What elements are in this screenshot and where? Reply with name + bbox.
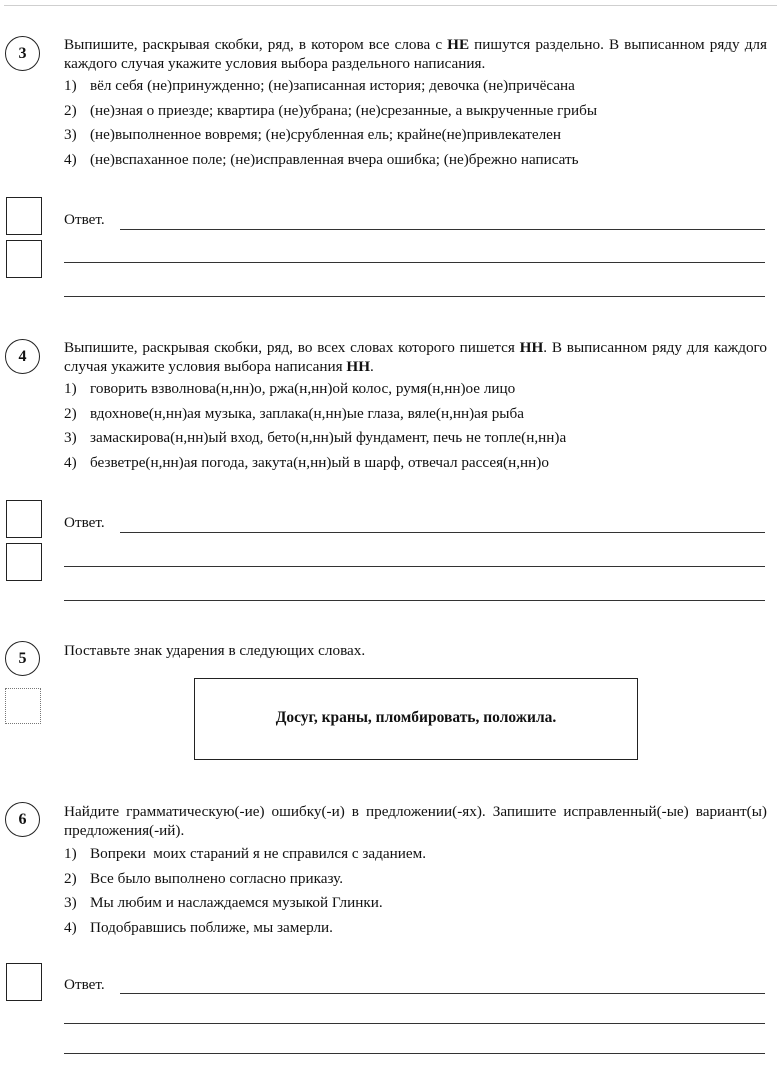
answer-line[interactable] bbox=[120, 229, 765, 230]
task-number-6: 6 bbox=[5, 802, 40, 837]
answer-label: Ответ. bbox=[64, 211, 105, 228]
answer-line[interactable] bbox=[120, 532, 765, 533]
option: 1) Вопреки моих стараний я не справился с заданием. bbox=[64, 845, 427, 862]
answer-line[interactable] bbox=[120, 993, 765, 994]
answer-label: Ответ. bbox=[64, 514, 105, 531]
task-number-4: 4 bbox=[5, 339, 40, 374]
answer-box-1[interactable] bbox=[6, 963, 42, 1001]
answer-line[interactable] bbox=[64, 1053, 765, 1054]
option: 2) (не)зная о приезде; квартира (не)убрана; (не)срезанные, а выкрученные грибы bbox=[64, 101, 598, 119]
answer-line[interactable] bbox=[64, 262, 765, 263]
task-number-3: 3 bbox=[5, 36, 40, 71]
answer-box-2[interactable] bbox=[6, 240, 42, 278]
option: 4) (не)вспаханное поле; (не)исправленная вчера ошибка; (не)брежно написать bbox=[64, 150, 579, 168]
option: 3) Мы любим и наслаждаемся музыкой Глинки. bbox=[64, 894, 383, 911]
stress-words-frame bbox=[194, 678, 638, 760]
option: 3) замаскирова(н,нн)ый вход, бето(н,нн)ый фундамент, печь не топле(н,нн)а bbox=[64, 429, 567, 446]
top-rule bbox=[4, 5, 777, 6]
option: 2) Все было выполнено согласно приказу. bbox=[64, 869, 344, 887]
answer-line[interactable] bbox=[64, 566, 765, 567]
option: 1) вёл себя (не)принужденно; (не)записанная история; девочка (не)причёсана bbox=[64, 77, 575, 94]
answer-line[interactable] bbox=[64, 296, 765, 297]
answer-line[interactable] bbox=[64, 600, 765, 601]
answer-box[interactable] bbox=[5, 688, 41, 724]
stress-words: Досуг, краны, пломбировать, положила. bbox=[275, 709, 557, 726]
option: 2) вдохнове(н,нн)ая музыка, заплака(н,нн)ые глаза, вяле(н,нн)ая рыба bbox=[64, 404, 524, 422]
task-number-5: 5 bbox=[5, 641, 40, 676]
option: 1) говорить взволнова(н,нн)о, ржа(н,нн)ой колос, румя(н,нн)ое лицо bbox=[64, 380, 516, 397]
option: 4) Подобравшись поближе, мы замерли. bbox=[64, 918, 333, 936]
answer-box-1[interactable] bbox=[6, 197, 42, 235]
task-3-stem: Выпишите, раскрывая скобки, ряд, в котором все слова с НЕ пишутся раздельно. В выписанном ряду для каждого случая укажите условия выбора раздельного написания. bbox=[64, 36, 767, 72]
task-4-options bbox=[64, 377, 767, 475]
task-6-options bbox=[64, 842, 767, 940]
answer-box-1[interactable] bbox=[6, 500, 42, 538]
option: 3) (не)выполненное вовремя; (не)срубленная ель; крайне(не)привлекателен bbox=[64, 126, 562, 143]
task-5-stem: Поставьте знак ударения в следующих словах. bbox=[64, 642, 366, 659]
task-3-options bbox=[64, 74, 767, 172]
task-6-stem: Найдите грамматическую(-ие) ошибку(-и) в предложении(-ях). Запишите исправленный(-ые) вариант(ы) предложения(-ий). bbox=[64, 803, 767, 839]
answer-line[interactable] bbox=[64, 1023, 765, 1024]
option: 4) безветре(н,нн)ая погода, закута(н,нн)ый в шарф, отвечал рассея(н,нн)о bbox=[64, 453, 549, 471]
answer-label: Ответ. bbox=[64, 976, 105, 993]
answer-box-2[interactable] bbox=[6, 543, 42, 581]
task-4-stem: Выпишите, раскрывая скобки, ряд, во всех словах которого пишется НН. В выписанном ряду для каждого случая укажите условия выбора написания НН. bbox=[64, 339, 767, 375]
